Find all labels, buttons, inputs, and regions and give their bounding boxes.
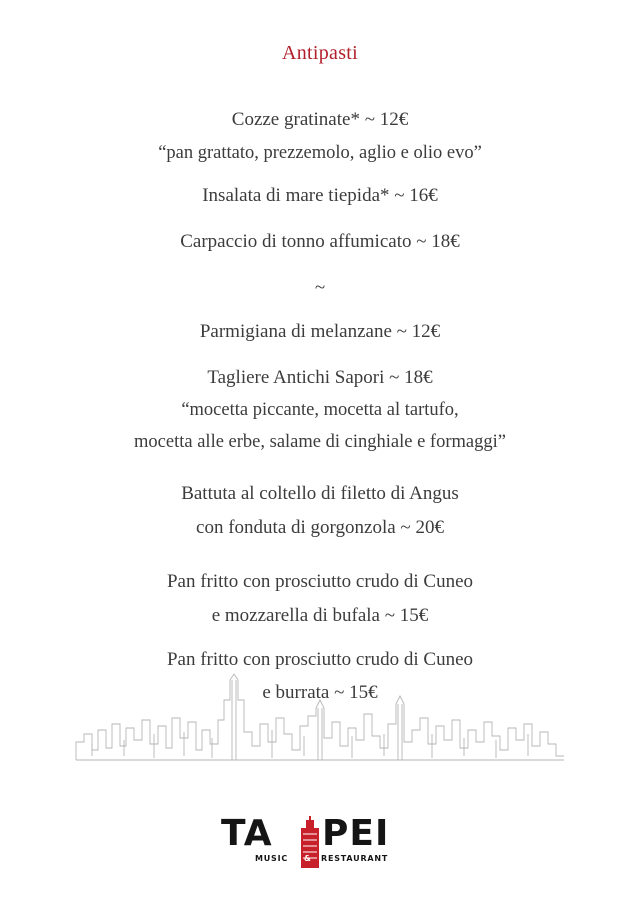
section-title: Antipasti (281, 42, 359, 64)
menu-item-description: mocetta alle erbe, salame di cinghiale e formaggi” (134, 432, 506, 452)
menu-item-name: con fonduta di gorgonzola ~ 20€ (196, 517, 444, 538)
menu-item-name: e mozzarella di bufala ~ 15€ (211, 605, 429, 626)
logo-text-left: TA (221, 813, 273, 854)
logo-subtitle-ampersand: & (304, 854, 312, 863)
separator-tilde: ~ (314, 277, 326, 298)
logo-subtitle-music: MUSIC (255, 854, 289, 863)
menu-item-name: Pan fritto con prosciutto crudo di Cuneo (166, 571, 474, 592)
taipei-logo (221, 813, 421, 872)
menu-item-name: Carpaccio di tonno affumicato ~ 18€ (180, 231, 460, 252)
menu-item-name: Tagliere Antichi Sapori ~ 18€ (207, 367, 433, 388)
menu-item-name: Cozze gratinate* ~ 12€ (231, 109, 409, 130)
menu-item-name: Insalata di mare tiepida* ~ 16€ (202, 185, 438, 206)
logo-subtitle-restaurant: RESTAURANT (321, 854, 389, 863)
menu-item-name: Parmigiana di melanzane ~ 12€ (199, 321, 441, 342)
city-skyline-illustration (72, 660, 568, 776)
menu-item-description: “mocetta piccante, mocetta al tartufo, (181, 400, 459, 420)
logo-text-right: PEI (322, 813, 390, 854)
menu-item-name: Pan fritto con prosciutto crudo di Cuneo (166, 649, 474, 670)
menu-item-description: “pan grattato, prezzemolo, aglio e olio evo” (158, 143, 482, 163)
menu-item-name: Battuta al coltello di filetto di Angus (181, 483, 459, 504)
menu-item-name: e burrata ~ 15€ (262, 682, 378, 703)
